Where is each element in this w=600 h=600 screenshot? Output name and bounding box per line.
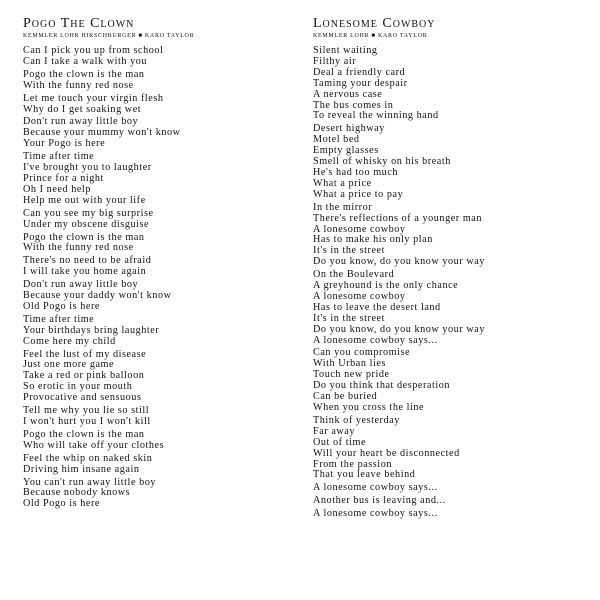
stanza xyxy=(23,209,285,231)
stanza xyxy=(23,406,285,428)
lyric-line: Taming your despair xyxy=(313,77,408,89)
lyric-line: Think of yesterday xyxy=(313,414,400,426)
lyric-line: Driving him insane again xyxy=(23,463,140,475)
lyric-line: With the funny red nose xyxy=(23,242,134,254)
lyric-line: Deal a friendly card xyxy=(313,66,406,78)
stanza xyxy=(313,483,593,494)
lyric-line: What a price xyxy=(313,177,372,189)
lyric-line: Motel bed xyxy=(313,134,360,146)
stanza xyxy=(23,315,285,348)
lyric-line: Can be buried xyxy=(313,391,378,403)
lyric-line: Do you know, do you know your way xyxy=(313,256,485,268)
lyric-line: Can you see my big surprise xyxy=(23,207,154,219)
lyric-line: Because your mummy won't know xyxy=(23,127,181,139)
lyric-line: Far away xyxy=(313,425,356,437)
lyric-line: A greyhound is the only chance xyxy=(313,280,459,292)
stanza xyxy=(23,350,285,405)
lyric-line: I will take you home again xyxy=(23,266,147,278)
lyric-line: Desert highway xyxy=(313,123,385,135)
lyric-line: In the mirror xyxy=(313,201,373,213)
lyric-line: From the passion xyxy=(313,458,392,470)
stanza xyxy=(313,124,593,200)
stanza xyxy=(23,94,285,116)
lyric-line: Pogo the clown is the man xyxy=(23,428,145,440)
lyric-line: The bus comes in xyxy=(313,99,394,111)
lyric-line: Feel the whip on naked skin xyxy=(23,452,153,464)
lyric-line: Do you think that desperation xyxy=(313,380,451,392)
lyric-line: Empty glasses xyxy=(313,145,379,157)
lyric-line: Another bus is leaving and... xyxy=(313,495,446,507)
stanza xyxy=(313,46,593,122)
lyric-line: To reveal the winning hand xyxy=(313,110,439,122)
song-title: Pogo The Clown xyxy=(23,16,135,31)
lyric-line: There's no need to be afraid xyxy=(23,255,152,267)
lyric-line: Has to leave the desert land xyxy=(313,301,441,313)
stanza xyxy=(313,509,593,520)
stanza xyxy=(23,152,285,207)
lyric-line: Smell of whisky on his breath xyxy=(313,156,451,168)
lyric-line: A lonesome cowboy says... xyxy=(313,508,438,520)
lyric-line: Pogo the clown is the man xyxy=(23,68,145,80)
lyric-line: Out of time xyxy=(313,436,367,448)
lyric-line: A lonesome cowboy says... xyxy=(313,482,438,494)
lyric-line: Oh I need help xyxy=(23,183,91,195)
lyric-line: Can I take a walk with you xyxy=(23,55,148,67)
lyric-line: Can you compromise xyxy=(313,347,411,359)
lyric-line: With the funny red nose xyxy=(23,79,134,91)
stanza xyxy=(313,203,593,268)
lyric-line: A lonesome cowboy says... xyxy=(313,334,438,346)
song-lonesome-cowboy xyxy=(313,16,593,522)
lyric-line: Old Pogo is here xyxy=(23,498,100,510)
lyric-line: Your birthdays bring laughter xyxy=(23,324,160,336)
lyric-line: Because your daddy won't know xyxy=(23,290,172,302)
lyric-line: A lonesome cowboy xyxy=(313,290,406,302)
song-credits: KEMMLER LOHR ■ KARO TAYLOR xyxy=(313,33,428,39)
lyric-line: Your Pogo is here xyxy=(23,138,106,150)
lyric-line: Old Pogo is here xyxy=(23,300,100,312)
lyric-line: Let me touch your virgin flesh xyxy=(23,92,164,104)
lyric-line: With Urban lies xyxy=(313,358,386,370)
lyric-line: Pogo the clown is the man xyxy=(23,231,145,243)
lyric-line: Don't run away little boy xyxy=(23,279,139,291)
lyric-line: Feel the lust of my disease xyxy=(23,348,147,360)
song-title: Lonesome Cowboy xyxy=(313,16,436,31)
stanza xyxy=(23,280,285,313)
lyric-line: I've brought you to laughter xyxy=(23,162,152,174)
lyric-line: Under my obscene disguise xyxy=(23,218,150,230)
lyric-line: Do you know, do you know your way xyxy=(313,323,485,335)
lyric-line: Why do I get soaking wet xyxy=(23,103,142,115)
lyric-line: Can I pick you up from school xyxy=(23,45,164,56)
stanza xyxy=(23,70,285,92)
lyric-line: On the Boulevard xyxy=(313,269,395,281)
lyric-line: A nervous case xyxy=(313,88,383,100)
lyric-line: Provocative and sensuous xyxy=(23,392,142,404)
lyric-line: You can't run away little boy xyxy=(23,476,157,488)
lyric-line: Prince for a night xyxy=(23,172,104,184)
lyric-line: Just one more game xyxy=(23,359,115,371)
lyric-line: Touch new pride xyxy=(313,369,390,381)
lyric-line: Help me out with your life xyxy=(23,194,146,206)
stanza xyxy=(23,478,285,511)
stanza xyxy=(23,430,285,452)
lyric-line: Because nobody knows xyxy=(23,487,131,499)
lyric-line: Who will take off your clothes xyxy=(23,439,165,451)
lyric-line: When you cross the line xyxy=(313,402,425,413)
lyric-line: A lonesome cowboy xyxy=(313,223,406,235)
stanza xyxy=(313,496,593,507)
lyric-line: Filthy air xyxy=(313,55,357,67)
lyric-line: Tell me why you lie so still xyxy=(23,405,150,417)
lyric-line: I won't hurt you I won't kill xyxy=(23,416,151,427)
stanza xyxy=(23,117,285,150)
song-pogo-the-clown xyxy=(23,16,285,512)
stanza xyxy=(23,454,285,476)
lyric-line: Time after time xyxy=(23,151,95,163)
lyric-line: Silent waiting xyxy=(313,45,378,56)
lyric-line: It's in the street xyxy=(313,245,385,257)
lyric-line: Come here my child xyxy=(23,335,116,347)
stanza xyxy=(23,233,285,255)
lyric-line: Will your heart be disconnected xyxy=(313,447,460,459)
lyric-line: Time after time xyxy=(23,313,95,325)
lyrics-body xyxy=(23,46,285,510)
lyric-line: Has to make his only plan xyxy=(313,234,433,246)
lyric-line: Take a red or pink balloon xyxy=(23,370,145,382)
stanza xyxy=(313,348,593,413)
lyric-line: So erotic in your mouth xyxy=(23,381,133,393)
lyric-line: Don't run away little boy xyxy=(23,116,139,128)
stanza xyxy=(23,46,285,68)
lyric-line: It's in the street xyxy=(313,312,385,324)
stanza xyxy=(313,270,593,346)
lyrics-body xyxy=(313,46,593,520)
lyric-line: That you leave behind xyxy=(313,469,416,481)
stanza xyxy=(313,416,593,481)
stanza xyxy=(23,256,285,278)
lyric-line: What a price to pay xyxy=(313,188,404,200)
lyric-line: He's had too much xyxy=(313,166,399,178)
song-credits: KEMMLER LOHR HIRSCHBURGER ■ KARO TAYLOR xyxy=(23,33,195,39)
lyric-line: There's reflections of a younger man xyxy=(313,212,483,224)
